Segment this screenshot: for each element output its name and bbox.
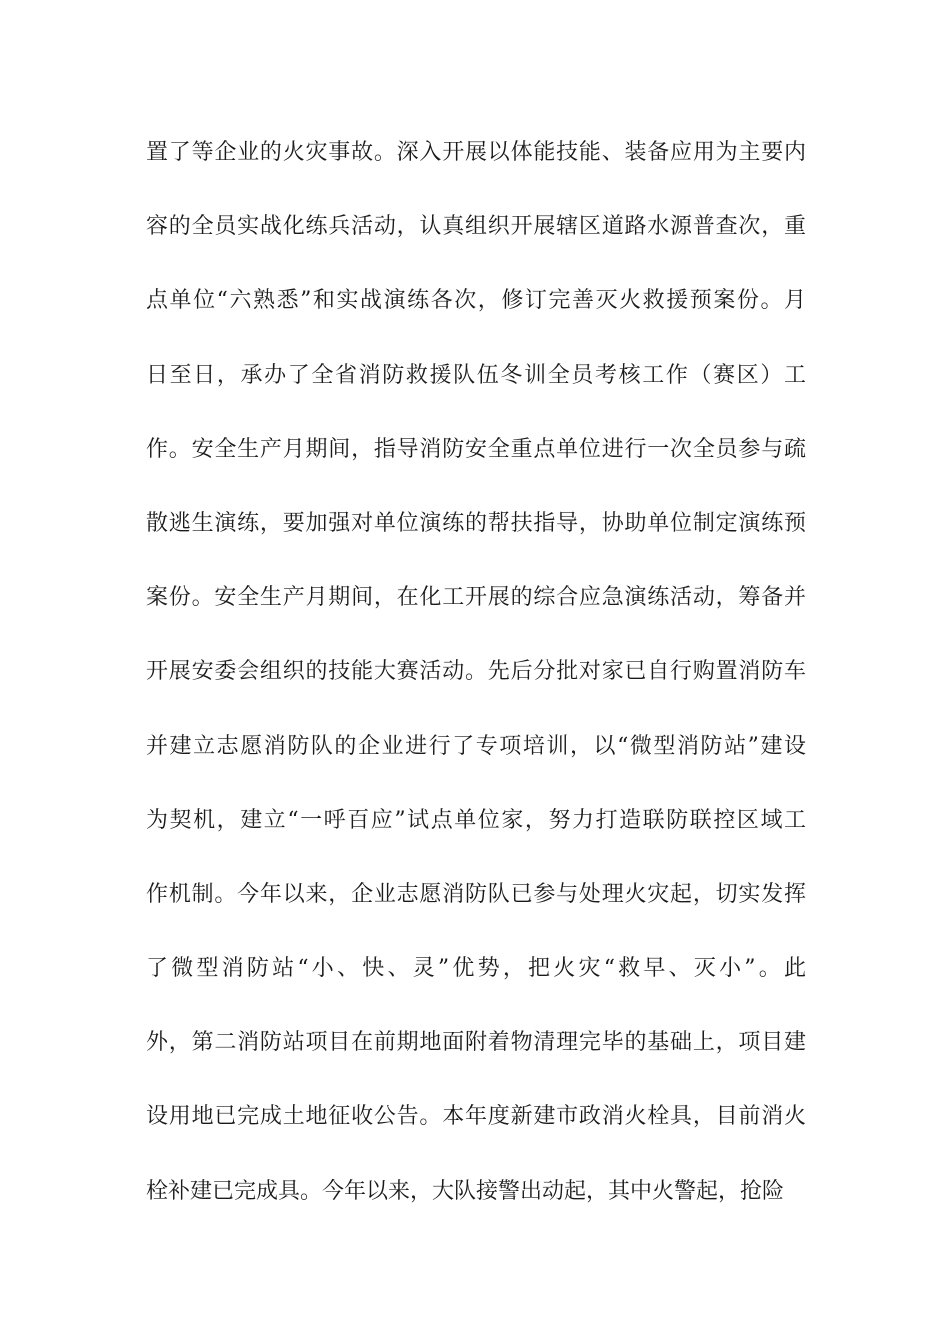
text-line-7: 案份。安全生产月期间，在化工开展的综合应急演练活动，筹备并 — [146, 585, 806, 611]
text-line-15: 栓补建已完成具。今年以来，大队接警出动起，其中火警起，抢险 — [146, 1178, 785, 1204]
text-line-12: 了微型消防站“小、快、灵”优势，把火灾“救早、灭小”。此 — [146, 956, 806, 982]
text-line-2: 容的全员实战化练兵活动，认真组织开展辖区道路水源普查次，重 — [146, 214, 806, 240]
text-line-13: 外，第二消防站项目在前期地面附着物清理完毕的基础上，项目建 — [146, 1030, 806, 1056]
text-line-14: 设用地已完成土地征收公告。本年度新建市政消火栓具，目前消火 — [146, 1104, 806, 1130]
text-line-1: 置了等企业的火灾事故。深入开展以体能技能、装备应用为主要内 — [146, 140, 806, 165]
text-line-10: 为契机，建立“一呼百应”试点单位家，努力打造联防联控区域工 — [146, 807, 806, 833]
text-line-3: 点单位“六熟悉”和实战演练各次，修订完善灭火救援预案份。月 — [146, 288, 806, 314]
text-line-5: 作。安全生产月期间，指导消防安全重点单位进行一次全员参与疏 — [146, 436, 806, 462]
text-line-4: 日至日，承办了全省消防救援队伍冬训全员考核工作（赛区）工 — [146, 362, 806, 388]
text-line-8: 开展安委会组织的技能大赛活动。先后分批对家已自行购置消防车 — [146, 659, 806, 685]
text-line-6: 散逃生演练，要加强对单位演练的帮扶指导，协助单位制定演练预 — [146, 510, 806, 536]
text-line-9: 并建立志愿消防队的企业进行了专项培训，以“微型消防站”建设 — [146, 733, 806, 759]
text-line-11: 作机制。今年以来，企业志愿消防队已参与处理火灾起，切实发挥 — [146, 881, 806, 907]
body-paragraph — [146, 127, 806, 1240]
